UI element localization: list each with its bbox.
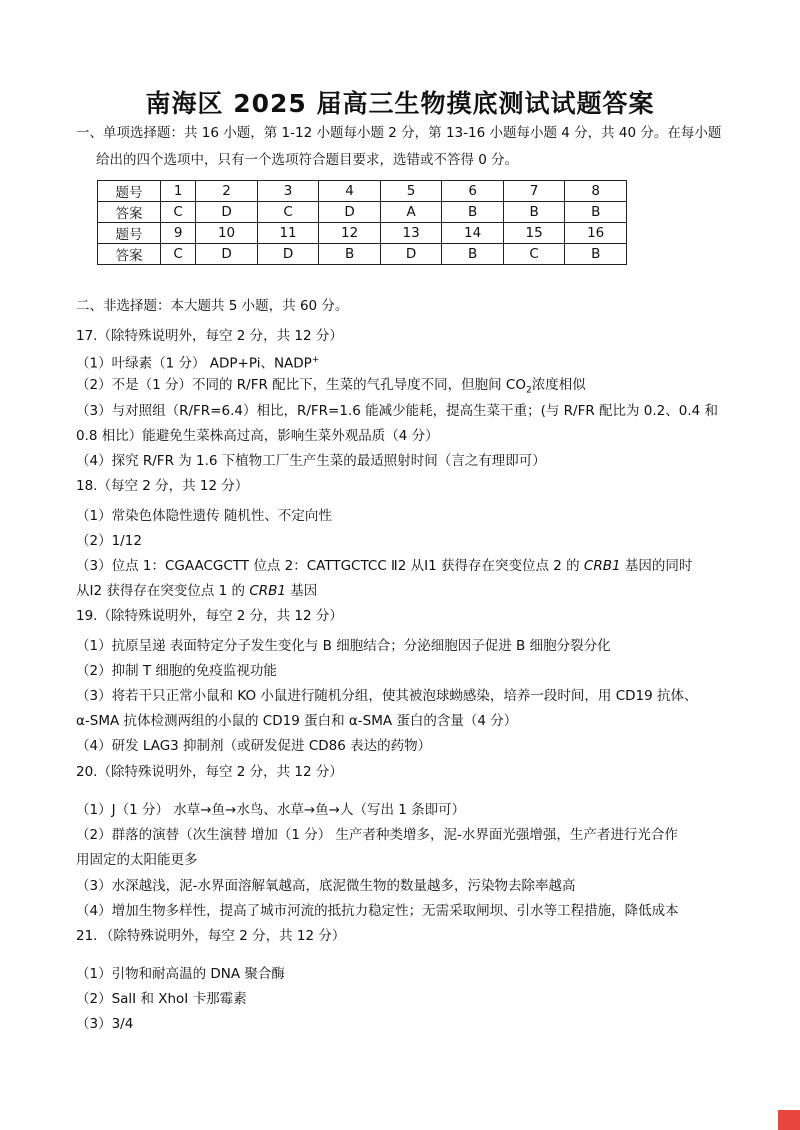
q17-answer-1-text: （1）叶绿素（1 分） ADP+Pi、NADP: [76, 355, 312, 372]
answer-table-cell: B: [565, 244, 627, 265]
answer-table-cell: B: [565, 202, 627, 223]
q19-answer-2: （2）抑制 T 细胞的免疫监视功能: [76, 663, 277, 679]
q17-answer-3-line1: （3）与对照组（R/FR=6.4）相比，R/FR=1.6 能减少能耗，提高生菜干重；(与 R/FR 配比为 0.2、0.4 和: [76, 403, 719, 419]
q18-answer-3-text-a: （3）位点 1：CGAACGCTT 位点 2：CATTGCTCC Ⅱ2 从Ⅰ1 获得存在突变位点 2 的: [76, 558, 584, 574]
answer-table-cell: 7: [503, 181, 565, 202]
answer-table-cell: 16: [565, 223, 627, 244]
answer-table-row-header: 答案: [98, 244, 161, 265]
q20-heading: 20.（除特殊说明外，每空 2 分，共 12 分）: [76, 764, 343, 780]
q17-answer-2: [76, 375, 586, 401]
q18-gene-name-2: CRB1: [249, 583, 286, 599]
answer-table-cell: D: [380, 244, 442, 265]
answer-table-row: [98, 181, 627, 202]
section1-instructions-line2: 给出的四个选项中，只有一个选项符合题目要求，选错或不答得 0 分。: [96, 152, 519, 168]
answer-table-cell: 10: [196, 223, 258, 244]
q17-answer-2-subscript: 2: [525, 385, 532, 396]
answer-table: [97, 180, 627, 265]
answer-table-cell: C: [257, 202, 319, 223]
answer-table-cell: D: [196, 244, 258, 265]
answer-table-row: [98, 202, 627, 223]
answer-table-cell: 8: [565, 181, 627, 202]
section1-instructions-line1: 一、单项选择题：共 16 小题，第 1-12 小题每小题 2 分，第 13-16 小题每小题 4 分，共 40 分。在每小题: [76, 125, 722, 141]
answer-table-cell: D: [257, 244, 319, 265]
answer-table-row-header: 题号: [98, 181, 161, 202]
answer-table-row-header: 答案: [98, 202, 161, 223]
q19-answer-1: （1）抗原呈递 表面特定分子发生变化与 B 细胞结合；分泌细胞因子促进 B 细胞分裂分化: [76, 638, 611, 654]
answer-table-row-header: 题号: [98, 223, 161, 244]
q17-answer-4: （4）探究 R/FR 为 1.6 下植物工厂生产生菜的最适照射时间（言之有理即可）: [76, 453, 546, 469]
corner-red-mark: [778, 1110, 800, 1130]
answer-table-cell: 11: [257, 223, 319, 244]
answer-table-cell: 14: [442, 223, 504, 244]
q18-answer-2: （2）1/12: [76, 533, 142, 549]
q19-answer-3-line1: （3）将若干只正常小鼠和 KO 小鼠进行随机分组，使其被泡球蚴感染，培养一段时间，用 CD19 抗体、: [76, 688, 698, 704]
q21-heading: 21．（除特殊说明外，每空 2 分，共 12 分）: [76, 928, 346, 944]
q20-answer-2-line2: 用固定的太阳能更多: [76, 852, 198, 868]
q21-answer-2: （2）SalI 和 XhoI 卡那霉素: [76, 991, 247, 1007]
q18-heading: 18.（每空 2 分，共 12 分）: [76, 478, 249, 494]
answer-table-cell: 3: [257, 181, 319, 202]
q21-answer-1: （1）引物和耐高温的 DNA 聚合酶: [76, 966, 285, 982]
q18-gene-name: CRB1: [583, 558, 621, 574]
q17-answer-1-superscript: +: [311, 355, 320, 365]
answer-table-cell: A: [380, 202, 442, 223]
q17-answer-2-text-b: 浓度相似: [531, 377, 586, 393]
answer-table-cell: 9: [161, 223, 196, 244]
answer-table-cell: C: [161, 202, 196, 223]
answer-table-cell: 5: [380, 181, 442, 202]
answer-table-row: [98, 223, 627, 244]
answer-table-cell: D: [196, 202, 258, 223]
answer-table-cell: 15: [503, 223, 565, 244]
q20-answer-1: （1）J（1 分） 水草→鱼→水鸟、水草→鱼→人（写出 1 条即可）: [76, 802, 466, 818]
q17-answer-2-text-a: （2）不是（1 分）不同的 R/FR 配比下，生菜的气孔导度不同，但胞间 CO: [76, 377, 526, 393]
q17-heading: 17.（除特殊说明外，每空 2 分，共 12 分）: [76, 328, 343, 344]
answer-table-cell: 2: [196, 181, 258, 202]
answer-table-cell: 1: [161, 181, 196, 202]
q18-answer-3-text-d: 基因: [286, 583, 318, 599]
q17-answer-3-line2: 0.8 相比）能避免生菜株高过高，影响生菜外观品质（4 分）: [76, 428, 439, 444]
answer-table-cell: B: [442, 244, 504, 265]
q18-answer-3-text-b: 基因的同时: [620, 558, 693, 574]
answer-table-cell: C: [161, 244, 196, 265]
answer-table-cell: 4: [319, 181, 381, 202]
answer-table-cell: B: [503, 202, 565, 223]
q17-answer-1: [76, 350, 319, 374]
answer-table-cell: C: [503, 244, 565, 265]
section2-header: 二、非选择题：本大题共 5 小题，共 60 分。: [76, 298, 349, 314]
q18-answer-3-line2: [76, 581, 317, 601]
answer-table-cell: 13: [380, 223, 442, 244]
answer-table-cell: 12: [319, 223, 381, 244]
q20-answer-3: （3）水深越浅，泥-水界面溶解氧越高，底泥微生物的数量越多，污染物去除率越高: [76, 878, 576, 894]
answer-table-row: [98, 244, 627, 265]
q19-answer-4: （4）研发 LAG3 抑制剂（或研发促进 CD86 表达的药物）: [76, 738, 432, 754]
q18-answer-3-text-c: 从Ⅰ2 获得存在突变位点 1 的: [76, 583, 250, 599]
answer-table-cell: B: [319, 244, 381, 265]
q20-answer-4: （4）增加生物多样性，提高了城市河流的抵抗力稳定性；无需采取闸坝、引水等工程措施，降低成本: [76, 903, 679, 919]
answer-table-cell: B: [442, 202, 504, 223]
page-title: 南海区 2025 届高三生物摸底测试试题答案: [145, 89, 655, 118]
q20-answer-2-line1: （2）群落的演替（次生演替 增加（1 分） 生产者种类增多，泥-水界面光强增强，生产者进行光合作: [76, 827, 678, 843]
answer-table-cell: 6: [442, 181, 504, 202]
answer-table-cell: D: [319, 202, 381, 223]
q18-answer-1: （1）常染色体隐性遗传 随机性、不定向性: [76, 508, 332, 524]
q18-answer-3-line1: [76, 556, 692, 576]
q19-heading: 19.（除特殊说明外，每空 2 分，共 12 分）: [76, 608, 343, 624]
q19-answer-3-line2: α-SMA 抗体检测两组的小鼠的 CD19 蛋白和 α-SMA 蛋白的含量（4 分）: [76, 713, 518, 729]
q21-answer-3: （3）3/4: [76, 1016, 134, 1032]
